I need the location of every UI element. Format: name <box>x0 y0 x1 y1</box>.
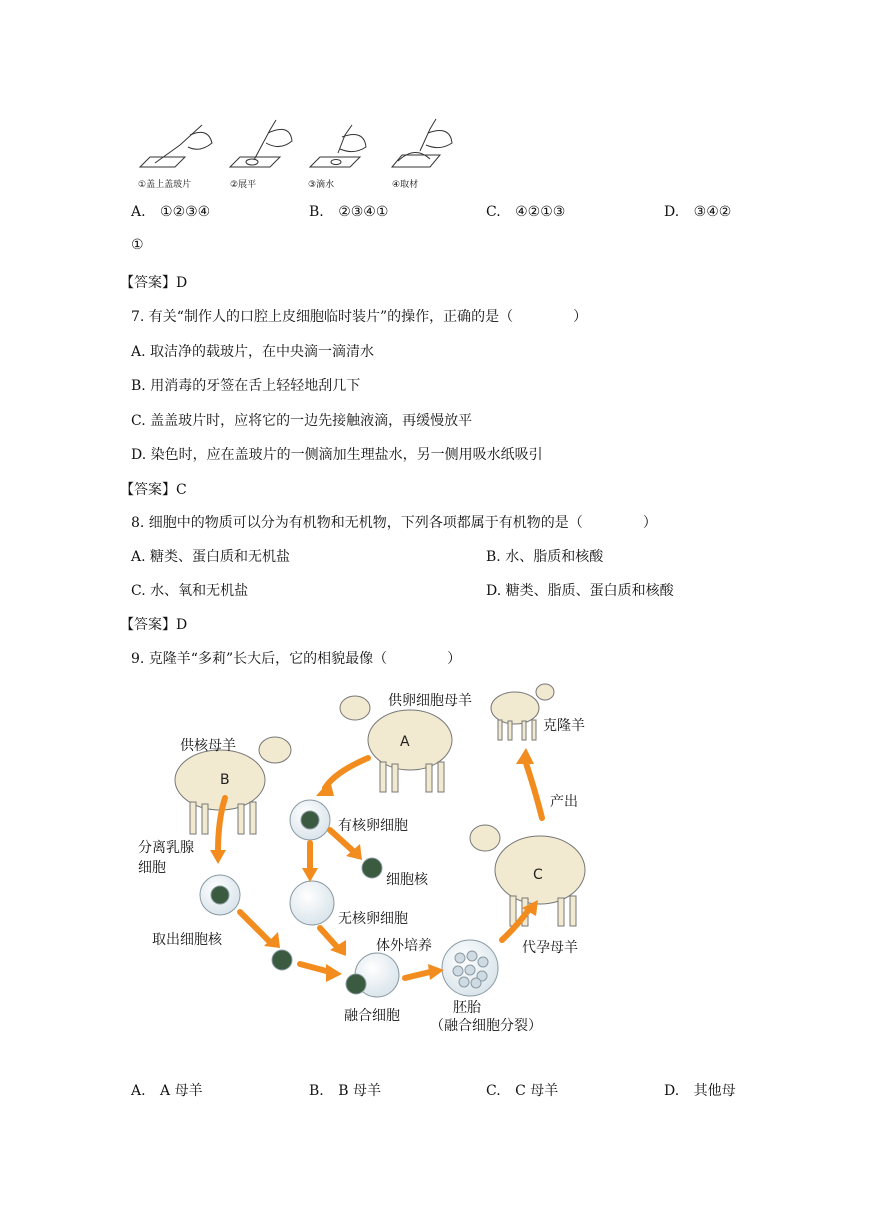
nucleus-label: 细胞核 <box>386 872 428 888</box>
option-text: ①②③④ <box>160 204 211 220</box>
q8-option-a[interactable]: A. 糖类、蛋白质和无机盐 <box>131 549 291 565</box>
q8-answer: 【答案】D <box>120 617 188 633</box>
option-letter: B. <box>309 204 324 220</box>
embryo-label: 胚胎 <box>453 1000 481 1016</box>
sheep-a <box>340 696 452 792</box>
q9-option-c[interactable] <box>486 1080 558 1100</box>
label-c: C <box>533 867 543 883</box>
q6-option-d[interactable] <box>664 204 731 220</box>
nucleated-egg-label: 有核卵细胞 <box>338 818 408 834</box>
option-text: ②③④① <box>338 204 389 220</box>
option-letter: A. <box>131 204 146 220</box>
q7-option-b[interactable]: B. 用消毒的牙签在舌上轻轻地刮几下 <box>131 378 361 394</box>
produce-label: 产出 <box>550 794 578 810</box>
option-letter: C. <box>486 1083 501 1099</box>
q9-option-d[interactable] <box>664 1080 736 1100</box>
q6-option-c[interactable] <box>486 204 565 220</box>
q8-option-b[interactable]: B. 水、脂质和核酸 <box>486 549 604 565</box>
nucleus-donor-label: 供核母羊 <box>180 738 236 754</box>
enucleated-egg <box>290 881 334 925</box>
option-text: C 母羊 <box>515 1083 559 1099</box>
surrogate-label: 代孕母羊 <box>522 940 578 956</box>
option-text: B 母羊 <box>338 1083 381 1099</box>
enucleated-egg-label: 无核卵细胞 <box>338 911 408 927</box>
take-nucleus-label: 取出细胞核 <box>152 932 222 948</box>
option-letter: B. <box>309 1083 324 1099</box>
microscope-steps-figure <box>130 115 470 195</box>
option-text: ④②①③ <box>515 204 566 220</box>
label-a: A <box>400 734 410 750</box>
extracted-nucleus <box>362 858 382 878</box>
q6-option-b[interactable] <box>309 204 388 220</box>
q8-option-d[interactable]: D. 糖类、脂质、蛋白质和核酸 <box>486 583 674 599</box>
option-text: 其他母 <box>693 1083 736 1099</box>
embryo-note-label: （融合细胞分裂） <box>430 1018 542 1034</box>
option-letter: A. <box>131 1083 146 1099</box>
option-letter: C. <box>486 204 501 220</box>
clone-label: 克隆羊 <box>543 718 585 734</box>
label-b: B <box>220 772 230 788</box>
q7-stem: 7. 有关“制作人的口腔上皮细胞临时装片”的操作，正确的是（ ） <box>131 309 588 325</box>
egg-donor-label: 供卵细胞母羊 <box>388 693 472 709</box>
q9-option-b[interactable] <box>309 1080 381 1100</box>
q6-option-a[interactable] <box>131 204 210 220</box>
step-1-label: ①盖上盖玻片 <box>138 180 192 190</box>
culture-label: 体外培养 <box>376 938 432 954</box>
cell-label: 细胞 <box>138 860 166 876</box>
step-4-label: ④取材 <box>392 180 419 190</box>
step-2-label: ②展平 <box>230 180 257 190</box>
q7-option-a[interactable]: A. 取洁净的载玻片，在中央滴一滴清水 <box>131 344 375 360</box>
q7-answer: 【答案】C <box>120 482 187 498</box>
taken-nucleus <box>272 950 292 970</box>
q6-option-d-wrap: ① <box>131 237 144 253</box>
option-text: A 母羊 <box>160 1083 203 1099</box>
step-3-label: ③滴水 <box>308 180 335 190</box>
fused-cell-label: 融合细胞 <box>344 1008 400 1024</box>
q7-option-c[interactable]: C. 盖盖玻片时，应将它的一边先接触液滴，再缓慢放平 <box>131 413 473 429</box>
option-letter: D. <box>664 204 680 220</box>
cloning-diagram <box>130 680 610 1040</box>
q8-stem: 8. 细胞中的物质可以分为有机物和无机物，下列各项都属于有机物的是（ ） <box>131 515 657 531</box>
option-letter: D. <box>664 1083 680 1099</box>
q8-option-c[interactable]: C. 水、氧和无机盐 <box>131 583 249 599</box>
q7-option-d[interactable]: D. 染色时，应在盖玻片的一侧滴加生理盐水，另一侧用吸水纸吸引 <box>131 447 543 463</box>
separate-label: 分离乳腺 <box>138 840 194 856</box>
q9-stem: 9. 克隆羊“多莉”长大后，它的相貌最像（ ） <box>131 651 462 667</box>
q6-answer: 【答案】D <box>120 275 188 291</box>
q9-option-a[interactable] <box>131 1080 203 1100</box>
option-text: ③④② <box>693 204 732 220</box>
